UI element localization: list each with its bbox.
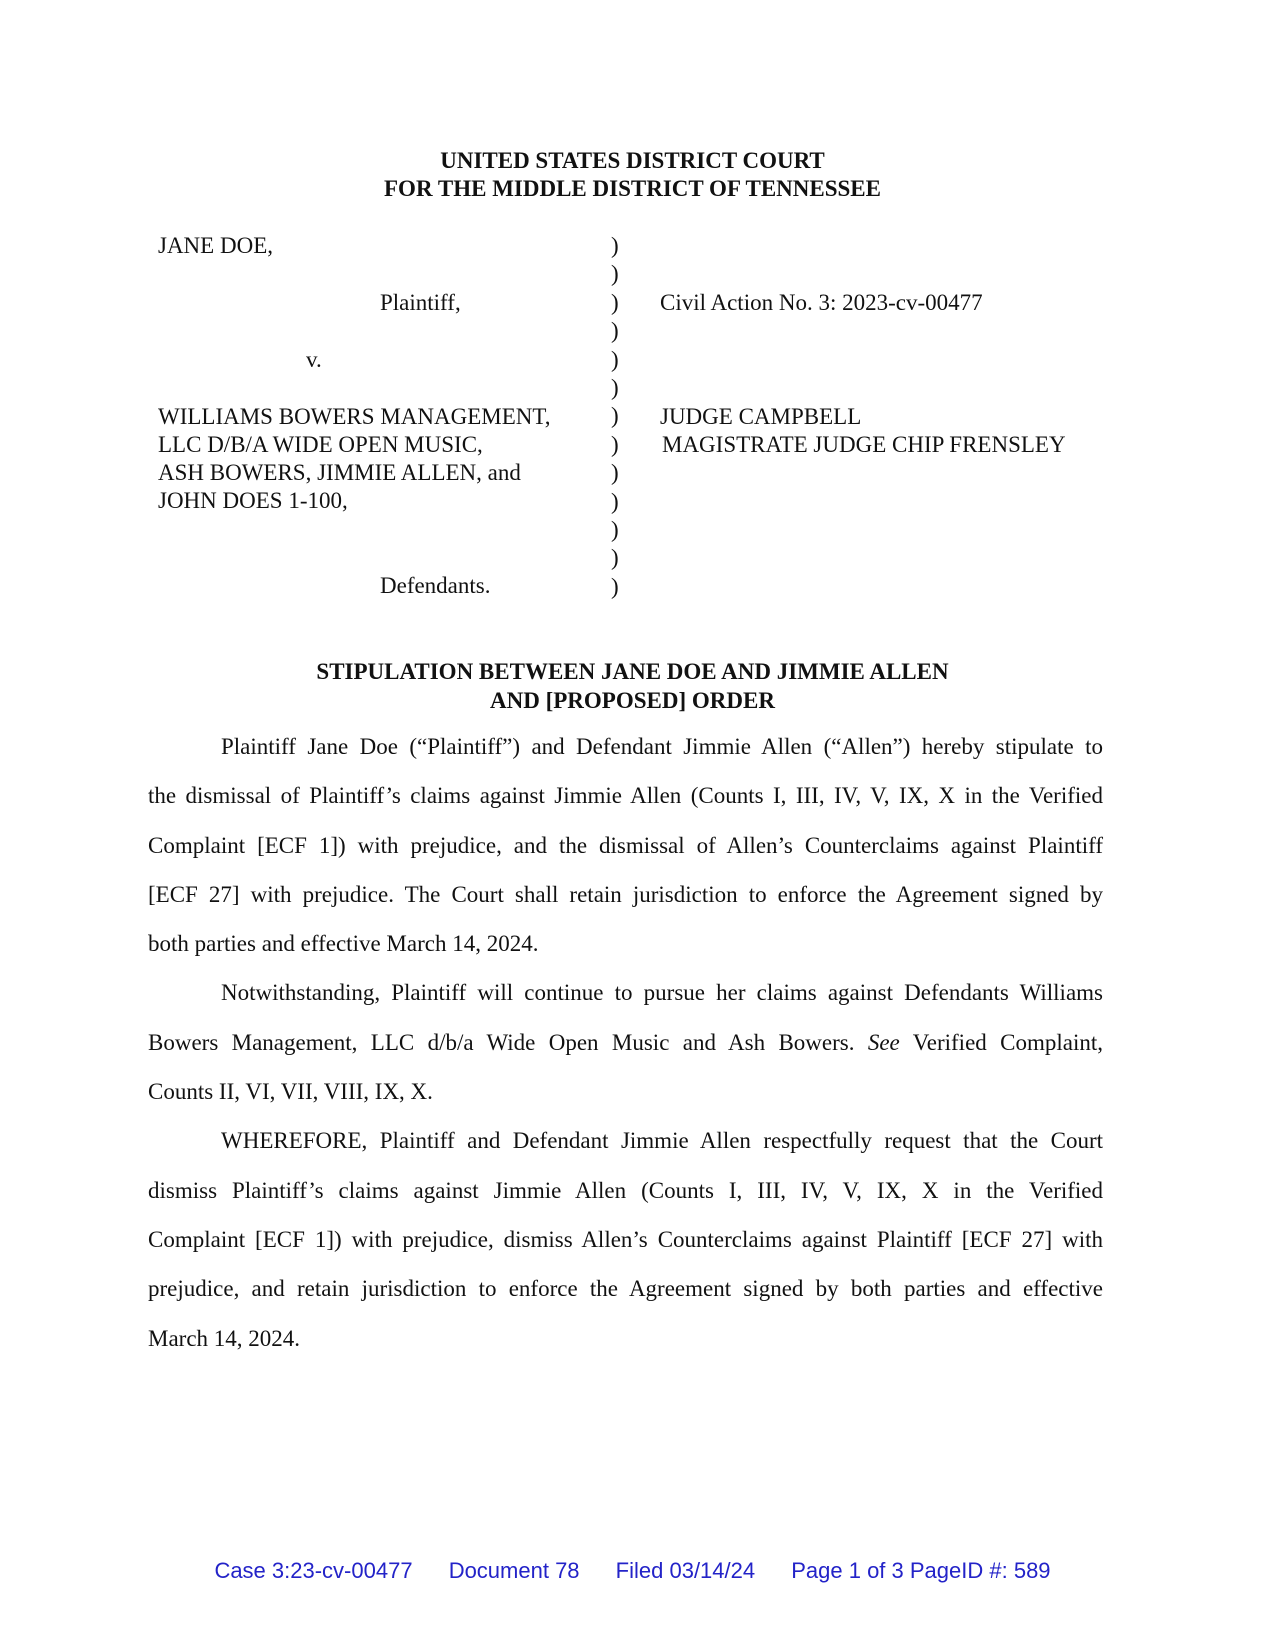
defendant-line: ASH BOWERS, JIMMIE ALLEN, and [158, 460, 521, 485]
defendants-label: Defendants. [380, 573, 491, 598]
paragraph [148, 722, 1103, 968]
defendant-line: LLC D/B/A WIDE OPEN MUSIC, [158, 432, 483, 457]
plaintiff-label: Plaintiff, [380, 290, 461, 315]
caption-paren: ) [611, 573, 619, 599]
document-body [148, 722, 1103, 1363]
paragraph-line: Complaint [ECF 1]) with prejudice, dismiss Allen’s Counterclaims against Plaintiff [ECF 27] with [148, 1226, 1103, 1252]
paragraph-line: Plaintiff Jane Doe (“Plaintiff”) and Defendant Jimmie Allen (“Allen”) hereby stipulate to [221, 734, 1103, 759]
caption-paren: ) [611, 261, 619, 287]
defendant-line: JOHN DOES 1-100, [158, 488, 348, 513]
paragraph-line: Counts II, VI, VII, VIII, IX, X. [148, 1079, 433, 1105]
caption-paren: ) [611, 517, 619, 542]
paragraph-line: Bowers Management, LLC d/b/a Wide Open Music and Ash Bowers. See Verified Complaint, [148, 1029, 1103, 1055]
civil-action-number: Civil Action No. 3: 2023-cv-00477 [660, 290, 983, 315]
footer-case: Case 3:23-cv-00477 [214, 1558, 413, 1583]
defendant-line: WILLIAMS BOWERS MANAGEMENT, [158, 404, 551, 429]
paragraph-line: Complaint [ECF 1]) with prejudice, and the dismissal of Allen’s Counterclaims against Plaintiff [148, 832, 1103, 858]
caption-paren: ) [611, 545, 619, 571]
caption-paren: ) [611, 403, 619, 429]
magistrate-judge: MAGISTRATE JUDGE CHIP FRENSLEY [662, 432, 1066, 457]
court-district: FOR THE MIDDLE DISTRICT OF TENNESSEE [384, 176, 881, 201]
footer-document: Document 78 [448, 1558, 580, 1583]
footer-page: Page 1 of 3 PageID #: 589 [791, 1558, 1051, 1583]
court-name: UNITED STATES DISTRICT COURT [440, 148, 825, 173]
caption-paren: ) [611, 346, 619, 372]
document-subtitle: AND [PROPOSED] ORDER [490, 688, 775, 713]
paragraph-line: WHEREFORE, Plaintiff and Defendant Jimmie Allen respectfully request that the Court [221, 1128, 1103, 1154]
plaintiff-name: JANE DOE, [158, 233, 273, 258]
paragraph-line: Notwithstanding, Plaintiff will continue to pursue her claims against Defendants Williams [221, 980, 1103, 1006]
judge: JUDGE CAMPBELL [660, 404, 862, 429]
caption-paren: ) [611, 460, 619, 486]
caption-paren: ) [611, 318, 619, 344]
document-title: STIPULATION BETWEEN JANE DOE AND JIMMIE ALLEN [316, 659, 949, 684]
paragraph-line: both parties and effective March 14, 2024. [148, 931, 539, 957]
paragraph-line: prejudice, and retain jurisdiction to enforce the Agreement signed by both parties and effective [148, 1276, 1103, 1302]
paragraph-line: March 14, 2024. [148, 1325, 301, 1351]
caption-paren: ) [611, 289, 619, 315]
versus: v. [306, 347, 322, 372]
caption-paren: ) [611, 431, 619, 457]
paragraph-line: dismiss Plaintiff’s claims against Jimmie Allen (Counts I, III, IV, V, IX, X in the Verified [148, 1177, 1103, 1203]
caption-paren: ) [611, 375, 619, 400]
paragraph-line: [ECF 27] with prejudice. The Court shall retain jurisdiction to enforce the Agreement signed by [148, 881, 1103, 907]
paragraph [148, 968, 1103, 1116]
paragraph-line: the dismissal of Plaintiff’s claims against Jimmie Allen (Counts I, III, IV, V, IX, X in the Verified [148, 783, 1103, 809]
caption-paren: ) [611, 488, 619, 514]
paragraph [148, 1116, 1103, 1362]
caption-paren: ) [611, 233, 619, 258]
footer-filed: Filed 03/14/24 [615, 1558, 756, 1583]
ecf-footer [0, 1558, 1265, 1584]
